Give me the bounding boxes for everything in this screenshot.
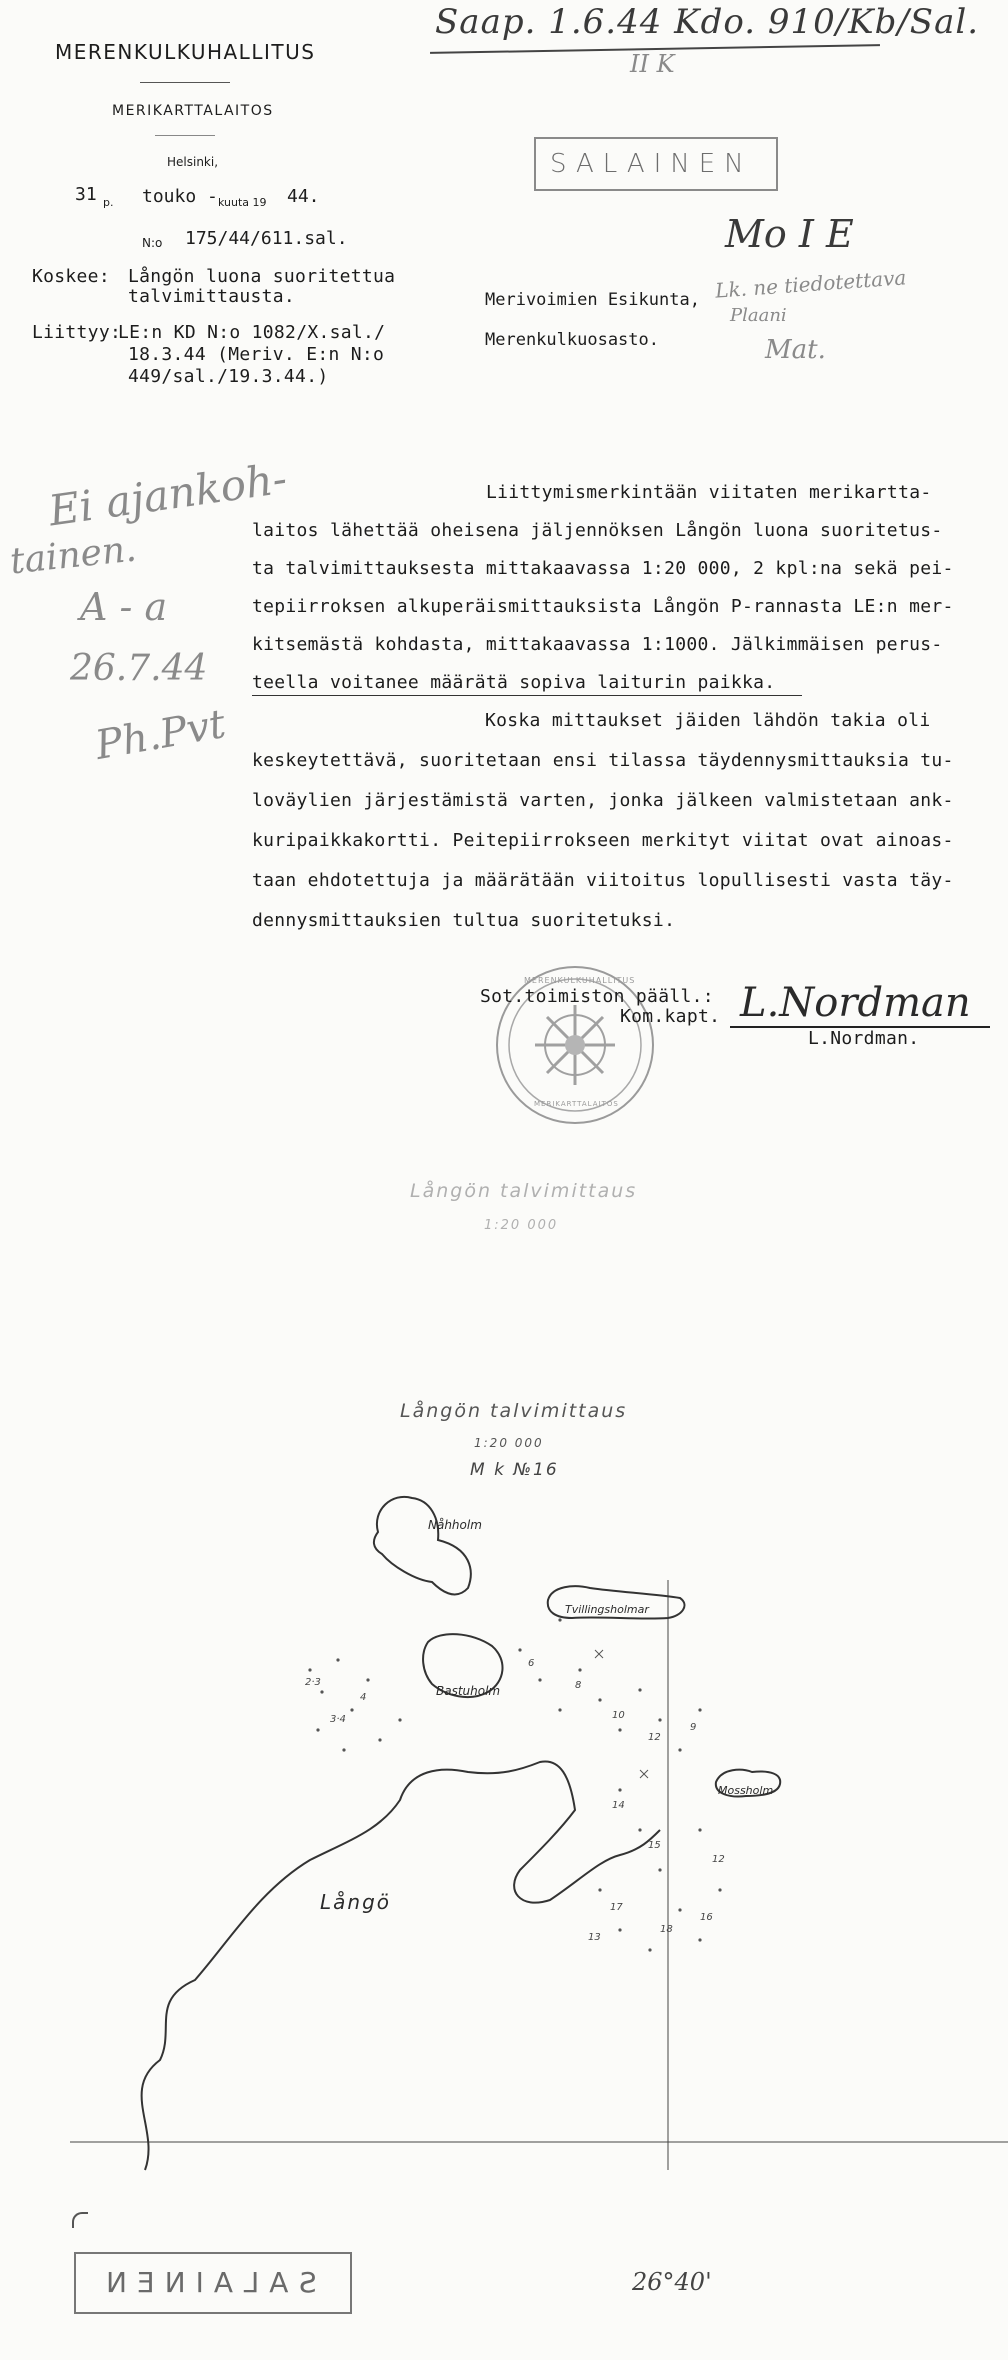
- svg-text:10: 10: [612, 1710, 625, 1721]
- dept-name: MERIKARTTALAITOS: [112, 103, 274, 119]
- body-line-9: loväylien järjestämistä varten, jonka jälkeen valmistetaan ank-: [252, 790, 954, 811]
- faint-map-title: Långön talvimittaus: [410, 1180, 638, 1202]
- letterhead-rule: [140, 82, 230, 83]
- margin-note-left-4: 26.7.44: [70, 648, 208, 689]
- reference-line-2: 18.3.44 (Meriv. E:n N:o: [128, 344, 385, 365]
- svg-text:12: 12: [712, 1854, 725, 1865]
- signature-rank: Kom.kapt.: [620, 1006, 721, 1027]
- date-kuuta: kuuta 19: [218, 196, 267, 209]
- map-label-lango: Långö: [320, 1890, 392, 1914]
- recipient-line-1: Merivoimien Esikunta,: [485, 290, 700, 310]
- number-value: 175/44/611.sal.: [185, 228, 348, 249]
- subject-line-1: Långön luona suoritettua: [128, 266, 396, 287]
- svg-text:8: 8: [575, 1680, 582, 1691]
- map-label-bastuholm: Bastuholm: [436, 1684, 501, 1698]
- corner-mark: [72, 2212, 88, 2228]
- date-month: touko -: [142, 186, 218, 207]
- margin-note-left-2: tainen.: [8, 528, 139, 583]
- margin-note-right-4: Mat.: [765, 335, 826, 365]
- body-line-10: kuripaikkakortti. Peitepiirrokseen merkityt viitat ovat ainoas-: [252, 830, 954, 851]
- svg-text:12: 12: [648, 1732, 661, 1743]
- svg-text:2·3: 2·3: [305, 1677, 321, 1688]
- margin-note-left-5: Ph.Pvt: [92, 700, 229, 770]
- margin-note-right-2: Lk. ne tiedotettava: [714, 265, 908, 303]
- seal-ring-text: MERENKULKUHALLITUS: [524, 976, 636, 985]
- body-line-3: ta talvimittauksesta mittakaavassa 1:20 000, 2 kpl:na sekä pei-: [252, 558, 954, 579]
- map-reference: M k №16: [470, 1460, 559, 1480]
- number-label: N:o: [142, 236, 163, 250]
- signature-typed-name: L.Nordman.: [808, 1028, 920, 1049]
- handwritten-mark: II K: [630, 50, 675, 78]
- svg-text:18: 18: [660, 1924, 673, 1935]
- reference-label: Liittyy:: [32, 322, 122, 343]
- map-label-nahholm: Nåhholm: [428, 1518, 482, 1532]
- org-name: MERENKULKUHALLITUS: [55, 40, 316, 64]
- date-day-suffix: p.: [103, 196, 114, 209]
- date-day: 31: [75, 184, 97, 205]
- map-scale: 1:20 000: [474, 1436, 544, 1450]
- letterhead-rule-2: [155, 135, 215, 136]
- secret-stamp-bottom-text: SALAINEN: [96, 2266, 317, 2299]
- body-line-8: keskeytettävä, suoritetaan ensi tilassa täydennysmittauksia tu-: [252, 750, 954, 771]
- recipient-line-2: Merenkulkuosasto.: [485, 330, 659, 350]
- margin-note-left-1: Ei ajankoh-: [45, 453, 290, 536]
- svg-text:15: 15: [648, 1840, 661, 1851]
- svg-text:3·4: 3·4: [330, 1714, 346, 1725]
- sea-chart: [0, 1470, 1008, 2190]
- svg-text:9: 9: [690, 1722, 697, 1733]
- body-line-7: Koska mittaukset jäiden lähdön takia oli: [485, 710, 931, 731]
- reference-line-1: LE:n KD N:o 1082/X.sal./: [118, 322, 386, 343]
- body-line-11: taan ehdotettuja ja määrätään viitoitus lopullisesti vasta täy-: [252, 870, 954, 891]
- body-line-12: dennysmittauksien tultua suoritetuksi.: [252, 910, 676, 931]
- svg-text:13: 13: [588, 1932, 601, 1943]
- faint-map-scale: 1:20 000: [484, 1218, 559, 1233]
- svg-text:17: 17: [610, 1902, 623, 1913]
- secret-stamp-bottom: [74, 2252, 352, 2314]
- body-line-6: teella voitanee määrätä sopiva laiturin paikka.: [252, 672, 776, 693]
- map-label-tvillingsholmar: Tvillingsholmar: [565, 1603, 649, 1616]
- body-line-4: tepiirroksen alkuperäismittauksista Långön P-rannasta LE:n mer-: [252, 596, 954, 617]
- margin-note-right-1: Mo I E: [725, 212, 854, 256]
- reference-line-3: 449/sal./19.3.44.): [128, 366, 329, 387]
- body-line-2: laitos lähettää oheisena jäljennöksen Långön luona suoritetus-: [252, 520, 943, 541]
- map-title: Långön talvimittaus: [400, 1400, 628, 1422]
- body-line-1: Liittymismerkintään viitaten merikartta-: [486, 482, 932, 503]
- margin-note-left-3: A - a: [80, 585, 168, 629]
- secret-stamp-top: [534, 137, 778, 191]
- svg-text:14: 14: [612, 1800, 625, 1811]
- longitude-label: 26°40': [632, 2268, 712, 2296]
- body-line-5: kitsemästä kohdasta, mittakaavassa 1:1000. Jälkimmäisen perus-: [252, 634, 943, 655]
- map-label-mossholm: Mossholm: [718, 1784, 774, 1797]
- svg-text:4: 4: [360, 1692, 367, 1703]
- signature-title: Sot.toimiston pääll.:: [480, 986, 714, 1007]
- date-year: 44.: [287, 186, 320, 207]
- signature-handwritten: L.Nordman: [740, 980, 971, 1026]
- subject-line-2: talvimittausta.: [128, 286, 296, 307]
- city: Helsinki,: [167, 155, 219, 169]
- seal-bottom-text: MERIKARTTALAITOS: [534, 1100, 619, 1108]
- subject-label: Koskee:: [32, 266, 110, 287]
- svg-text:16: 16: [700, 1912, 713, 1923]
- svg-text:6: 6: [528, 1658, 535, 1669]
- secret-stamp-top-text: SALAINEN: [550, 149, 753, 179]
- margin-note-right-3: Plaani: [730, 305, 787, 326]
- body-underline: [252, 695, 802, 696]
- handwritten-receipt: Saap. 1.6.44 Kdo. 910/Kb/Sal.: [435, 2, 980, 42]
